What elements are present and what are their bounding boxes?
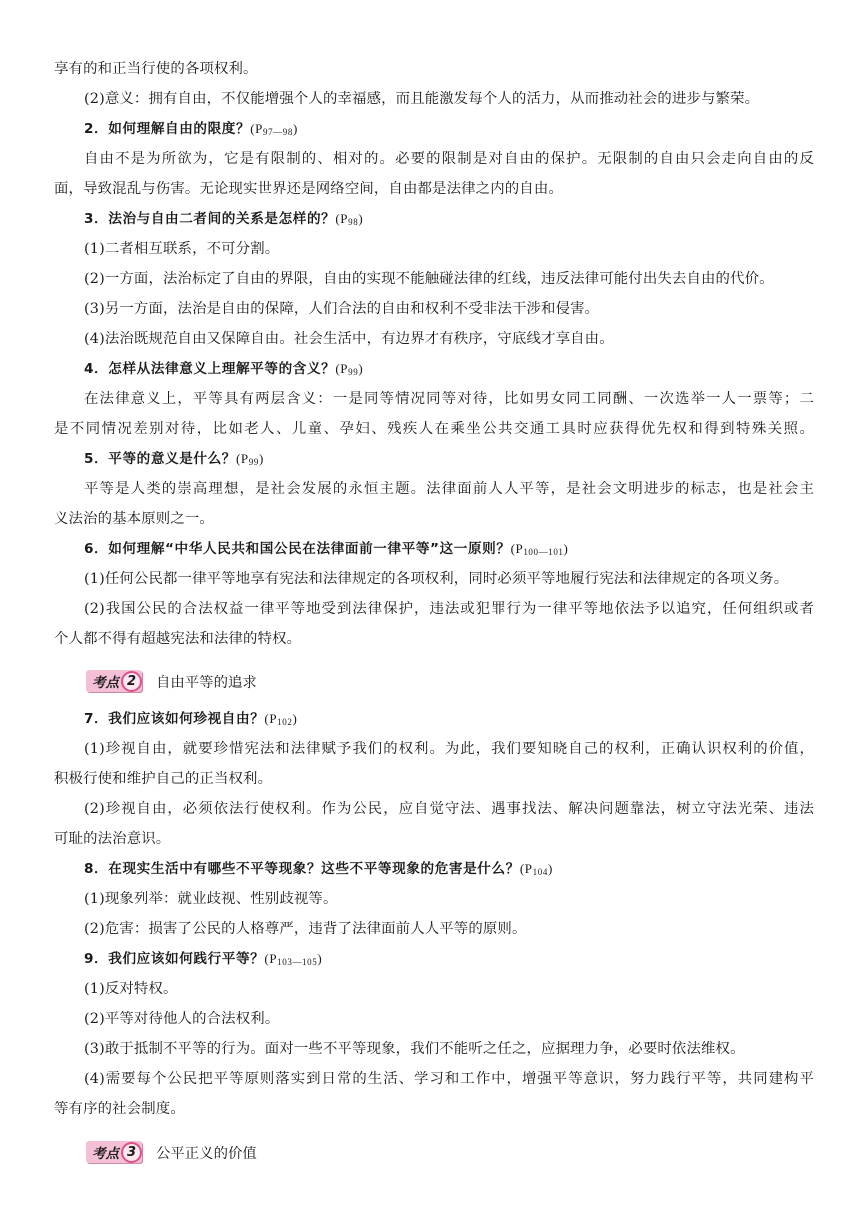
question-4: 4．怎样从法律意义上理解平等的含义？$(P_{99})$ — [84, 361, 364, 377]
kaodian-badge-number: 2 — [121, 671, 142, 692]
text-line: (2)一方面，法治标定了自由的界限，自由的实现不能触碰法律的红线，违反法律可能付出失去自由的代价。 — [84, 271, 774, 287]
kaodian-title: 公平正义的价值 — [156, 1145, 257, 1162]
text-line: (2)意义：拥有自由，不仅能增强个人的幸福感，而且能激发每个人的活力，从而推动社会的进步与繁荣。 — [84, 91, 760, 107]
text-line: (1)二者相互联系，不可分割。 — [84, 241, 280, 257]
question-3: 3．法治与自由二者间的关系是怎样的？$(P_{98})$ — [84, 211, 364, 227]
kaodian-badge — [86, 1141, 142, 1163]
text-line: (1)反对特权。 — [84, 981, 178, 997]
text-line: (2)危害：损害了公民的人格尊严，违背了法律面前人人平等的原则。 — [84, 921, 527, 937]
kaodian-badge — [86, 670, 142, 692]
kaodian-2-header — [86, 670, 257, 692]
text-line: 享有的和正当行使的各项权利。 — [54, 61, 258, 77]
text-line: 是不同情况差别对待，比如老人、儿童、孕妇、残疾人在乘坐公共交通工具时应获得优先权和得到特殊关照。 — [54, 421, 814, 437]
kaodian-badge-label: 考点 — [92, 1146, 119, 1162]
text-line: (4)法治既规范自由又保障自由。社会生活中，有边界才有秩序，守底线才享自由。 — [84, 331, 614, 347]
text-line: (2)珍视自由，必须依法行使权利。作为公民，应自觉守法、遇事找法、解决问题靠法，树立守法光荣、违法 — [84, 801, 814, 817]
question-9: 9．我们应该如何践行平等？$(P_{103—105})$ — [84, 951, 323, 967]
text-line: 在法律意义上，平等具有两层含义：一是同等情况同等对待，比如男女同工同酬、一次选举一人一票等；二 — [84, 391, 814, 407]
question-6: 6．如何理解“中华人民共和国公民在法律面前一律平等”这一原则？$(P_{100—101})$ — [84, 541, 569, 557]
text-line: (2)平等对待他人的合法权利。 — [84, 1011, 280, 1027]
text-line: 积极行使和维护自己的正当权利。 — [54, 771, 273, 787]
text-line: 平等是人类的崇高理想，是社会发展的永恒主题。法律面前人人平等，是社会文明进步的标志，也是社会主 — [84, 481, 814, 497]
text-line: (1)珍视自由，就要珍惜宪法和法律赋予我们的权利。为此，我们要知晓自己的权利，正确认识权利的价值， — [84, 741, 814, 757]
kaodian-title: 自由平等的追求 — [156, 674, 257, 691]
text-line: (2)我国公民的合法权益一律平等地受到法律保护，违法或犯罪行为一律平等地依法予以追究，任何组织或者 — [84, 601, 814, 617]
text-line: (1)现象列举：就业歧视、性别歧视等。 — [84, 891, 338, 907]
question-8: 8．在现实生活中有哪些不平等现象？这些不平等现象的危害是什么？$(P_{104})$ — [84, 861, 553, 877]
text-line: (3)另一方面，法治是自由的保障，人们合法的自由和权利不受非法干涉和侵害。 — [84, 301, 600, 317]
kaodian-badge-number: 3 — [121, 1142, 142, 1163]
text-line: (4)需要每个公民把平等原则落实到日常的生活、学习和工作中，增强平等意识，努力践行平等，共同建构平 — [84, 1071, 814, 1087]
text-line: (3)敢于抵制不平等的行为。面对一些不平等现象，我们不能听之任之，应据理力争，必要时依法维权。 — [84, 1041, 745, 1057]
text-line: 自由不是为所欲为，它是有限制的、相对的。必要的限制是对自由的保护。无限制的自由只会走向自由的反 — [84, 151, 814, 167]
text-line: 义法治的基本原则之一。 — [54, 511, 214, 527]
question-2: 2．如何理解自由的限度？$(P_{97—98})$ — [84, 121, 298, 137]
question-7: 7．我们应该如何珍视自由？$(P_{102})$ — [84, 711, 298, 727]
text-line: (1)任何公民都一律平等地享有宪法和法律规定的各项权利，同时必须平等地履行宪法和法律规定的各项义务。 — [84, 571, 789, 587]
kaodian-badge-label: 考点 — [92, 675, 119, 691]
kaodian-3-header — [86, 1141, 257, 1163]
text-line: 等有序的社会制度。 — [54, 1101, 185, 1117]
text-line: 可耻的法治意识。 — [54, 831, 171, 847]
text-line: 面，导致混乱与伤害。无论现实世界还是网络空间，自由都是法律之内的自由。 — [54, 181, 563, 197]
question-5: 5．平等的意义是什么？$(P_{99})$ — [84, 451, 264, 467]
text-line: 个人都不得有超越宪法和法律的特权。 — [54, 631, 302, 647]
